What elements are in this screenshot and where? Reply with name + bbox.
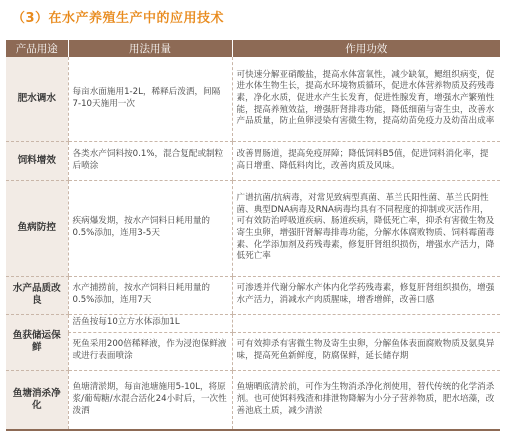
row-effect: 可渗透并代谢分解水产体内化学药残毒素，修复肝肾组织损伤，增强水产活力，消减水产肉质腥味，增香增鲜，改善口感 bbox=[232, 276, 500, 314]
table-row bbox=[6, 180, 500, 276]
row-effect: 广谱抗菌/抗病毒，对常见致病型真菌、革兰氏阳性菌、革兰氏阴性菌、典型DNA病毒及RNA病毒均具有不同程度的抑制或灭活作用，可有效防治呼吸道疾病、肠道疾病，降低死亡率，抑杀有害微生物及寄生虫卵，增强肝肾解毒排毒功能，分解水体腐败物质、饲料霉菌毒素、化学添加剂及药残毒素，修复肝肾组织损伤，增强水产活力，降低死亡率 bbox=[232, 180, 500, 276]
table-header-row bbox=[6, 40, 500, 57]
table-row bbox=[6, 141, 500, 180]
row-use: 饲料增效 bbox=[6, 141, 68, 180]
row-use: 肥水调水 bbox=[6, 57, 68, 141]
row-use: 鱼塘消杀净化 bbox=[6, 370, 68, 430]
row-effect: 鱼塘晒底清於前，可作为生物消杀净化剂使用，替代传统的化学消杀剂。也可使饵料残渣和排泄物降解为小分子营养物质，肥水培藻，改善池底土质，减少清淤 bbox=[232, 370, 500, 430]
row-use: 鱼病防控 bbox=[6, 180, 68, 276]
row-dosage: 各类水产饲料按0.1%，混合复配或制粒后喷涂 bbox=[68, 141, 232, 180]
table-row bbox=[6, 314, 500, 332]
header-dosage: 用法用量 bbox=[68, 40, 232, 57]
table-row bbox=[6, 332, 500, 370]
row-effect: 可有效抑杀有害微生物及寄生虫卵，分解鱼体表面腐败物质及氨臭异味，提高死鱼新鲜度，防腐保鲜，延长储存期 bbox=[232, 332, 500, 370]
row-effect: 改善胃肠道，提高免疫屏障；降低饲料B5值，促进饲料消化率，提高日增重、降低料肉比，改善肉质及风味。 bbox=[232, 141, 500, 180]
row-use: 水产品质改良 bbox=[6, 276, 68, 314]
row-dosage: 水产捕捞前，按水产饲料日耗用量的0.5%添加，连用7天 bbox=[68, 276, 232, 314]
row-effect: 可快速分解亚硝酸盐，提高水体富氧性，减少缺氧，鳃组织病变，促进水体生物生长，提高水环境物质循环，促进水体营养物质及药残毒素，净化水质，促进水产生长发育，促进性腺发育，增强水产繁殖性能，提高养殖效益，增强肝肾排毒功能，降低细菌与寄生虫，改善水产品质量，防止鱼卵浸染有害微生物，提高幼苗免疫力及幼苗出成率 bbox=[232, 57, 500, 141]
header-effect: 作用功效 bbox=[232, 40, 500, 57]
section-title: （3）在水产养殖生产中的应用技术 bbox=[12, 11, 225, 26]
row-effect-empty bbox=[232, 314, 500, 332]
table-row bbox=[6, 370, 500, 430]
row-use: 鱼获储运保鲜 bbox=[6, 314, 68, 370]
header-use: 产品用途 bbox=[6, 40, 68, 57]
table-row bbox=[6, 57, 500, 141]
row-dosage: 鱼塘清淤期，每亩池塘施用5-10L，将原浆/葡萄糖/水混合活化24小时后，一次性泼洒 bbox=[68, 370, 232, 430]
row-dosage-dead: 死鱼采用200倍稀释液，作为浸泡保鲜液或进行表面喷涂 bbox=[68, 332, 232, 370]
row-dosage: 每亩水面施用1-2L，稀释后泼洒，间隔7-10天施用一次 bbox=[68, 57, 232, 141]
application-table bbox=[6, 40, 500, 431]
row-dosage: 疾病爆发期，按水产饲料日耗用量的0.5%添加，连用3-5天 bbox=[68, 180, 232, 276]
row-dosage-live: 活鱼按每10立方水体添加1L bbox=[68, 314, 232, 332]
table-row bbox=[6, 276, 500, 314]
